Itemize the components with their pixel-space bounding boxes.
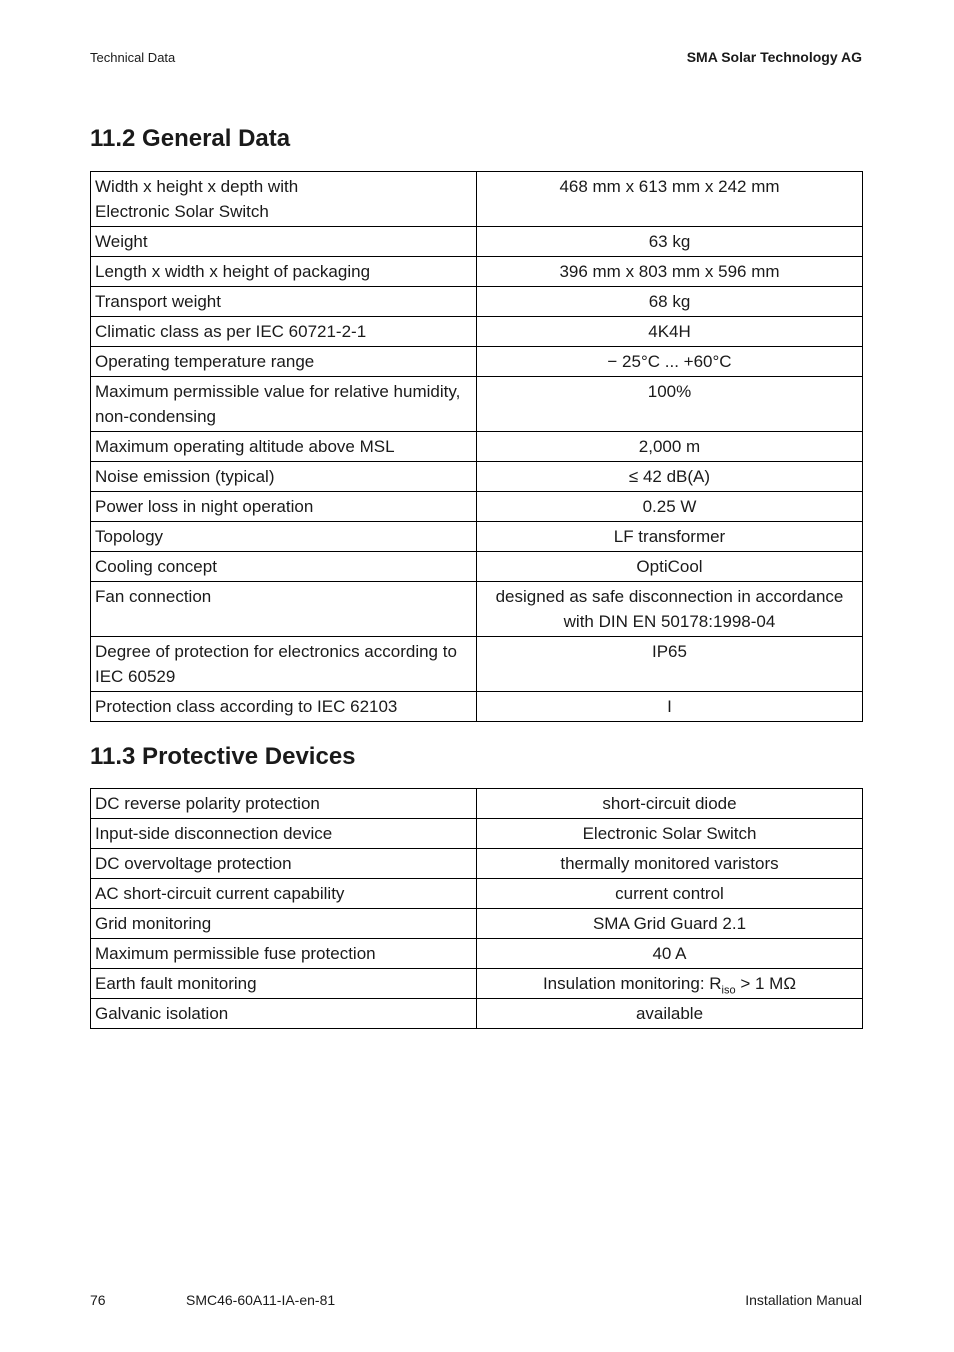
row-value: Insulation monitoring: $R_{iso} > 1$ MΩ <box>477 969 863 999</box>
row-value: 396 mm x 803 mm x 596 mm <box>477 257 863 287</box>
section-title-general-data: 11.2 General Data <box>90 125 291 152</box>
row-value: I <box>477 692 863 722</box>
table-row <box>91 257 863 287</box>
row-label: Grid monitoring <box>91 909 477 939</box>
row-value: 68 kg <box>477 287 863 317</box>
table-row <box>91 317 863 347</box>
table-row <box>91 849 863 879</box>
row-value: OptiCool <box>477 552 863 582</box>
protective-devices-table <box>90 788 863 1029</box>
table-row <box>91 879 863 909</box>
row-value: − 25°C ... +60°C <box>477 347 863 377</box>
table-row <box>91 227 863 257</box>
row-label: AC short-circuit current capability <box>91 879 477 909</box>
table-row <box>91 552 863 582</box>
row-value: available <box>477 999 863 1029</box>
row-value: IP65 <box>477 637 863 692</box>
table-row <box>91 492 863 522</box>
table-row <box>91 819 863 849</box>
row-value: ≤ 42 dB(A) <box>477 462 863 492</box>
row-label: Galvanic isolation <box>91 999 477 1029</box>
row-value: 4K4H <box>477 317 863 347</box>
table-row <box>91 582 863 637</box>
table-row <box>91 287 863 317</box>
row-value: 2,000 m <box>477 432 863 462</box>
row-label: Climatic class as per IEC 60721-2-1 <box>91 317 477 347</box>
row-value: LF transformer <box>477 522 863 552</box>
row-value: 100% <box>477 377 863 432</box>
table-row <box>91 969 863 999</box>
row-label: Length x width x height of packaging <box>91 257 477 287</box>
row-label: Operating temperature range <box>91 347 477 377</box>
row-label: Noise emission (typical) <box>91 462 477 492</box>
manual-title: Installation Manual <box>745 1292 862 1308</box>
row-value: current control <box>477 879 863 909</box>
row-label: Maximum permissible fuse protection <box>91 939 477 969</box>
header-section-title: Technical Data <box>90 50 176 65</box>
row-label: Earth fault monitoring <box>91 969 477 999</box>
row-label: Width x height x depth with Electronic Solar Switch <box>91 172 477 227</box>
row-label: Input-side disconnection device <box>91 819 477 849</box>
table-row <box>91 462 863 492</box>
table-row <box>91 999 863 1029</box>
row-value: thermally monitored varistors <box>477 849 863 879</box>
row-value: 40 A <box>477 939 863 969</box>
row-value: Electronic Solar Switch <box>477 819 863 849</box>
general-data-table <box>90 171 863 722</box>
row-value: designed as safe disconnection in accordance with DIN EN 50178:1998-04 <box>477 582 863 637</box>
row-value: 0.25 W <box>477 492 863 522</box>
row-label: Topology <box>91 522 477 552</box>
row-label: Protection class according to IEC 62103 <box>91 692 477 722</box>
row-value: short-circuit diode <box>477 789 863 819</box>
row-label: DC overvoltage protection <box>91 849 477 879</box>
row-label: Weight <box>91 227 477 257</box>
table-row <box>91 789 863 819</box>
row-label: DC reverse polarity protection <box>91 789 477 819</box>
row-label: Power loss in night operation <box>91 492 477 522</box>
document-id: SMC46-60A11-IA-en-81 <box>186 1292 336 1308</box>
row-value: 63 kg <box>477 227 863 257</box>
row-label: Fan connection <box>91 582 477 637</box>
page-number: 76 <box>90 1292 106 1308</box>
table-row <box>91 909 863 939</box>
table-row <box>91 347 863 377</box>
row-label: Degree of protection for electronics according to IEC 60529 <box>91 637 477 692</box>
row-label: Maximum permissible value for relative humidity, non-condensing <box>91 377 477 432</box>
row-label: Maximum operating altitude above MSL <box>91 432 477 462</box>
table-row <box>91 522 863 552</box>
row-label: Transport weight <box>91 287 477 317</box>
row-label: Cooling concept <box>91 552 477 582</box>
header-company: SMA Solar Technology AG <box>686 49 862 65</box>
table-row <box>91 692 863 722</box>
table-row <box>91 637 863 692</box>
table-row <box>91 939 863 969</box>
table-row <box>91 432 863 462</box>
table-row <box>91 172 863 227</box>
row-value: 468 mm x 613 mm x 242 mm <box>477 172 863 227</box>
table-row <box>91 377 863 432</box>
section-title-protective-devices: 11.3 Protective Devices <box>90 743 356 770</box>
row-value: SMA Grid Guard 2.1 <box>477 909 863 939</box>
